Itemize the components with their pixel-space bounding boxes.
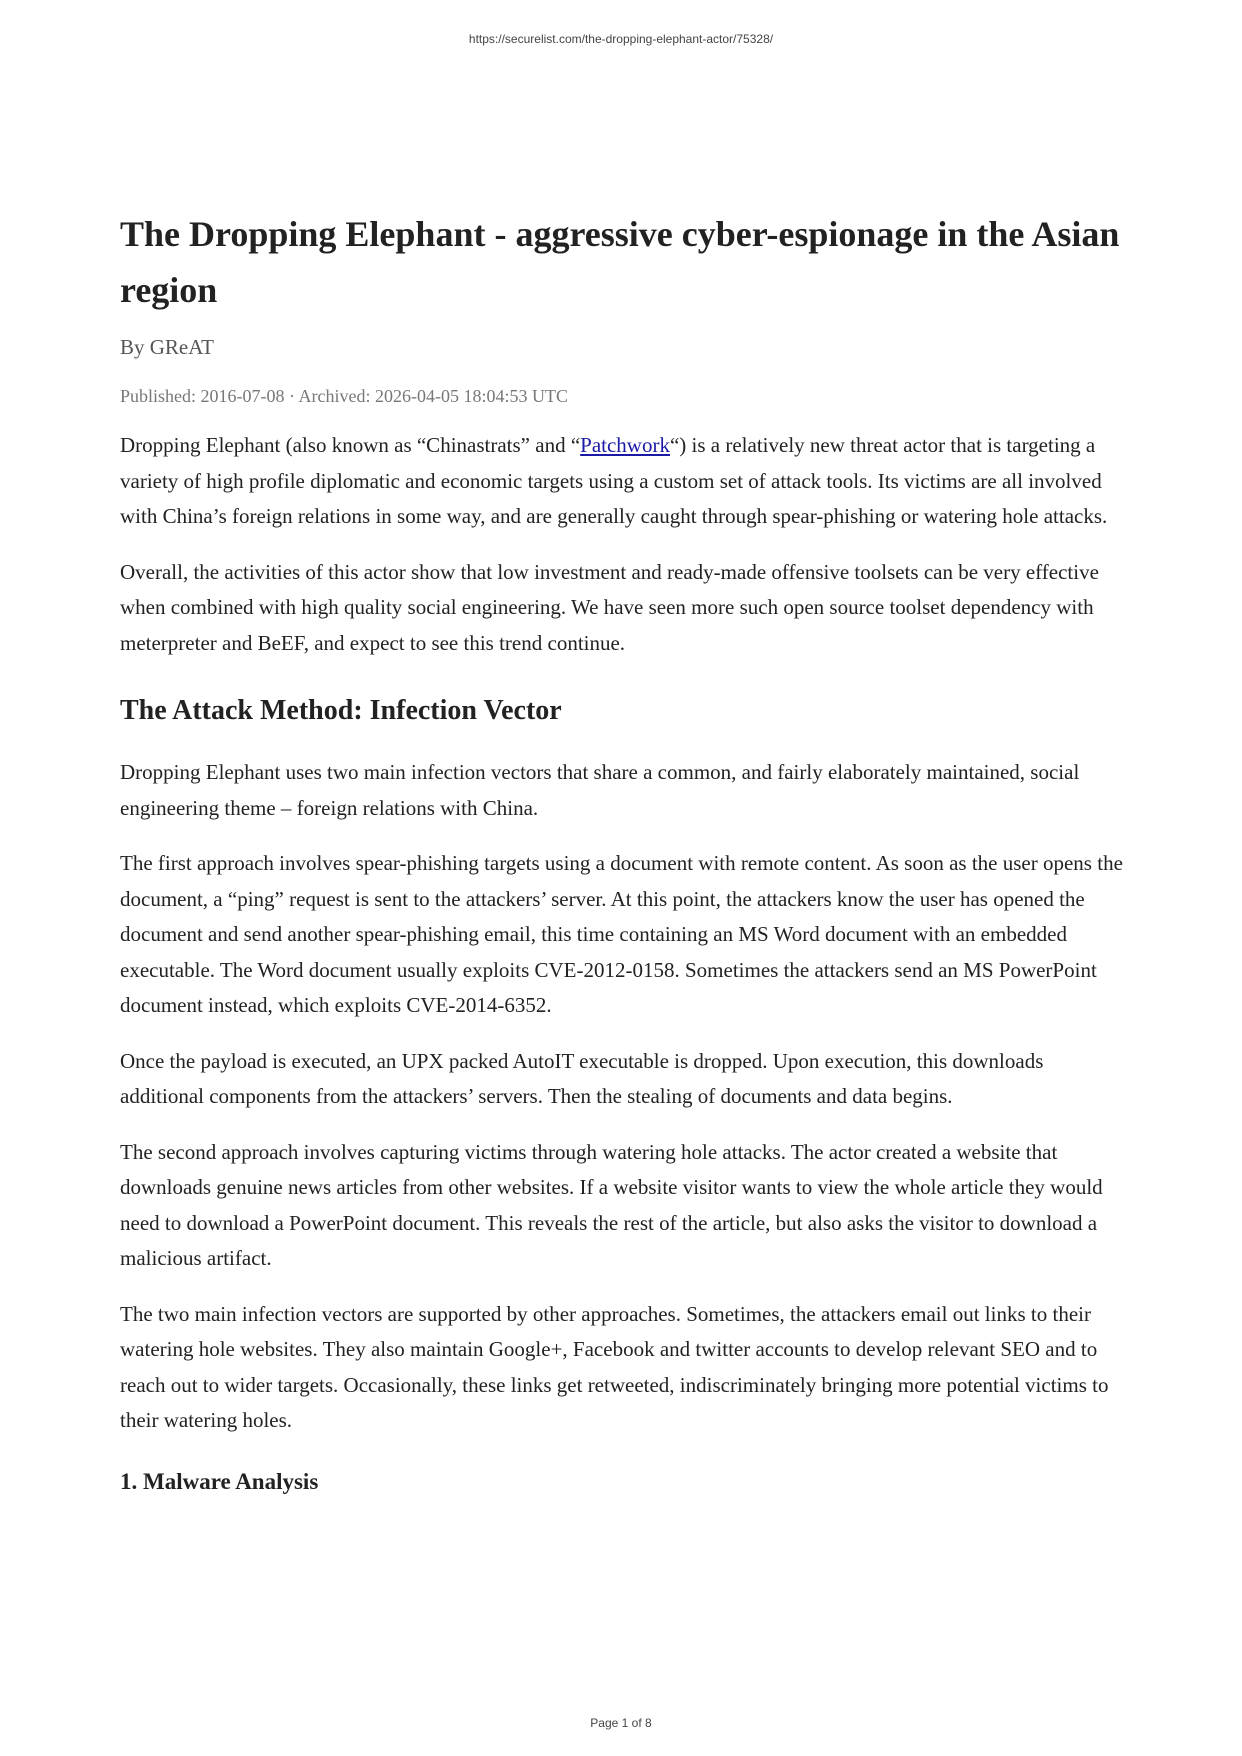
article-title: The Dropping Elephant - aggressive cyber-espionage in the Asian region bbox=[120, 214, 1120, 310]
paragraph-other-approaches: The two main infection vectors are supported by other approaches. Sometimes, the attackers email out links to their watering hole websites. They also maintain Google+, Facebook and twitter accounts to develop relevant SEO and to reach out to wider targets. Occasionally, these links get retweeted, indiscriminately bringing more potential victims to their watering holes. bbox=[120, 1301, 1109, 1432]
page-number: Page 1 of 8 bbox=[590, 1716, 652, 1730]
page-url: https://securelist.com/the-dropping-elephant-actor/75328/ bbox=[468, 32, 774, 46]
paragraph-infection-vectors: Dropping Elephant uses two main infection vectors that share a common, and fairly elaborately maintained, social engineering theme – foreign relations with China. bbox=[120, 760, 1080, 820]
section-heading-attack-method: The Attack Method: Infection Vector bbox=[120, 695, 562, 726]
intro-text-before: Dropping Elephant (also known as “Chinastrats” and “ bbox=[120, 433, 581, 457]
intro-text-after: “) is a relatively new threat actor that is targeting a variety of high profile diplomatic and economic targets using a custom set of attack tools. Its victims are all involved with China’s foreign relations in some way, and are generally caught through spear-phishing or watering hole attacks. bbox=[120, 433, 1108, 528]
article bbox=[120, 206, 1130, 1499]
patchwork-link[interactable]: Patchwork bbox=[580, 433, 670, 457]
article-byline: By GReAT bbox=[120, 335, 214, 359]
intro-paragraph bbox=[120, 428, 1130, 535]
paragraph-first-approach: The first approach involves spear-phishing targets using a document with remote content. As soon as the user opens the document, a “ping” request is sent to the attackers’ server. At this point, the attackers know the user has opened the document and send another spear-phishing email, this time containing an MS Word document with an embedded executable. The Word document usually exploits CVE-2012-0158. Sometimes the attackers send an MS PowerPoint document instead, which exploits CVE-2014-6352. bbox=[120, 851, 1123, 1017]
paragraph-payload: Once the payload is executed, an UPX packed AutoIT executable is dropped. Upon execution, this downloads additional components from the attackers’ servers. Then the stealing of documents and data begins. bbox=[120, 1048, 1044, 1108]
subheading-malware-analysis: 1. Malware Analysis bbox=[120, 1468, 319, 1494]
paragraph-overall: Overall, the activities of this actor show that low investment and ready-made offensive toolsets can be very effective when combined with high quality social engineering. We have seen more such open source toolset dependency with meterpreter and BeEF, and expect to see this trend continue. bbox=[120, 559, 1099, 655]
publish-date: Published: 2016-07-08 · Archived: 2026-04-05 18:04:53 UTC bbox=[120, 386, 568, 406]
paragraph-second-approach: The second approach involves capturing victims through watering hole attacks. The actor created a website that downloads genuine news articles from other websites. If a website visitor wants to view the whole article they would need to download a PowerPoint document. This reveals the rest of the article, but also asks the visitor to download a malicious artifact. bbox=[120, 1139, 1103, 1270]
